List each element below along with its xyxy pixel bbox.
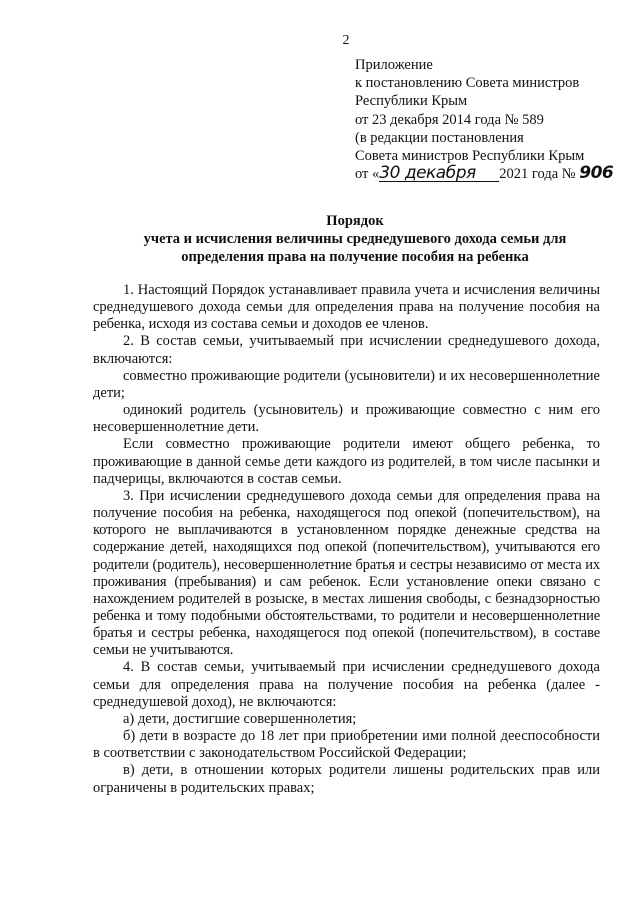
date-prefix: от « (355, 166, 380, 183)
page-number: 2 (342, 33, 350, 48)
handwritten-number: 906 (579, 163, 614, 184)
annex-date-line (355, 165, 627, 183)
annex-block (355, 56, 627, 183)
annex-line: к постановлению Совета министров (355, 75, 580, 92)
document-title (70, 212, 640, 266)
paragraph: в) дети, в отношении которых родители лишены родительских прав или ограничены в родительских правах; (93, 762, 600, 796)
annex-line: Совета министров Республики Крым (355, 148, 585, 165)
title-line: Порядок (326, 213, 384, 229)
paragraph: Если совместно проживающие родители имеют общего ребенка, то проживающие в данной семье дети каждого из родителей, в том числе пасынки и падчерицы, включаются в состав семьи. (93, 436, 600, 487)
paragraph: 2. В состав семьи, учитываемый при исчислении среднедушевого дохода, включаются: (93, 333, 600, 367)
document-body (93, 282, 600, 797)
annex-line: от 23 декабря 2014 года № 589 (355, 111, 544, 128)
paragraph: 3. При исчислении среднедушевого дохода семьи для определения права на получение пособия на ребенка, находящегося под опекой (попечительством), на которого не выплачиваются в установленном порядке денежные средства на содержание детей, находящихся под опекой (попечительством), учитываются его родители (родитель), несовершеннолетние братья и сестры независимо от места их проживания (пребывания) и сам ребенок. Если установление опеки связано с нахождением родителей в розыске, в местах лишения свободы, с безнадзорностью ребенка и тому подобными обстоятельствами, то родители и несовершеннолетние братья и сестры ребенка, находящегося под опекой (попечительством), в составе семьи не учитываются. (93, 487, 600, 659)
date-suffix: 2021 года № (499, 166, 576, 183)
paragraph: 4. В состав семьи, учитываемый при исчислении среднедушевого дохода семьи для определения права на получение пособия на ребенка (далее - среднедушевой доход), не включаются: (93, 659, 600, 710)
title-line: определения права на получение пособия на ребенка (181, 249, 529, 265)
annex-line: (в редакции постановления (355, 129, 524, 146)
paragraph: б) дети в возрасте до 18 лет при приобретении ими полной дееспособности в соответствии с законодательством Российской Федерации; (93, 728, 600, 762)
paragraph: 1. Настоящий Порядок устанавливает правила учета и исчисления величины среднедушевого дохода семьи для определения права на получение пособия на ребенка, исходя из состава семьи и доходов ее членов. (93, 282, 600, 333)
paragraph: а) дети, достигшие совершеннолетия; (123, 710, 357, 727)
annex-line: Республики Крым (355, 93, 468, 110)
title-line: учета и исчисления величины среднедушевого дохода семьи для (143, 231, 567, 247)
handwritten-date: 30 декабря (379, 165, 499, 182)
paragraph: совместно проживающие родители (усыновители) и их несовершеннолетние дети; (93, 367, 600, 401)
paragraph: одинокий родитель (усыновитель) и проживающие совместно с ним его несовершеннолетние дети. (93, 402, 600, 436)
annex-line: Приложение (355, 57, 433, 73)
